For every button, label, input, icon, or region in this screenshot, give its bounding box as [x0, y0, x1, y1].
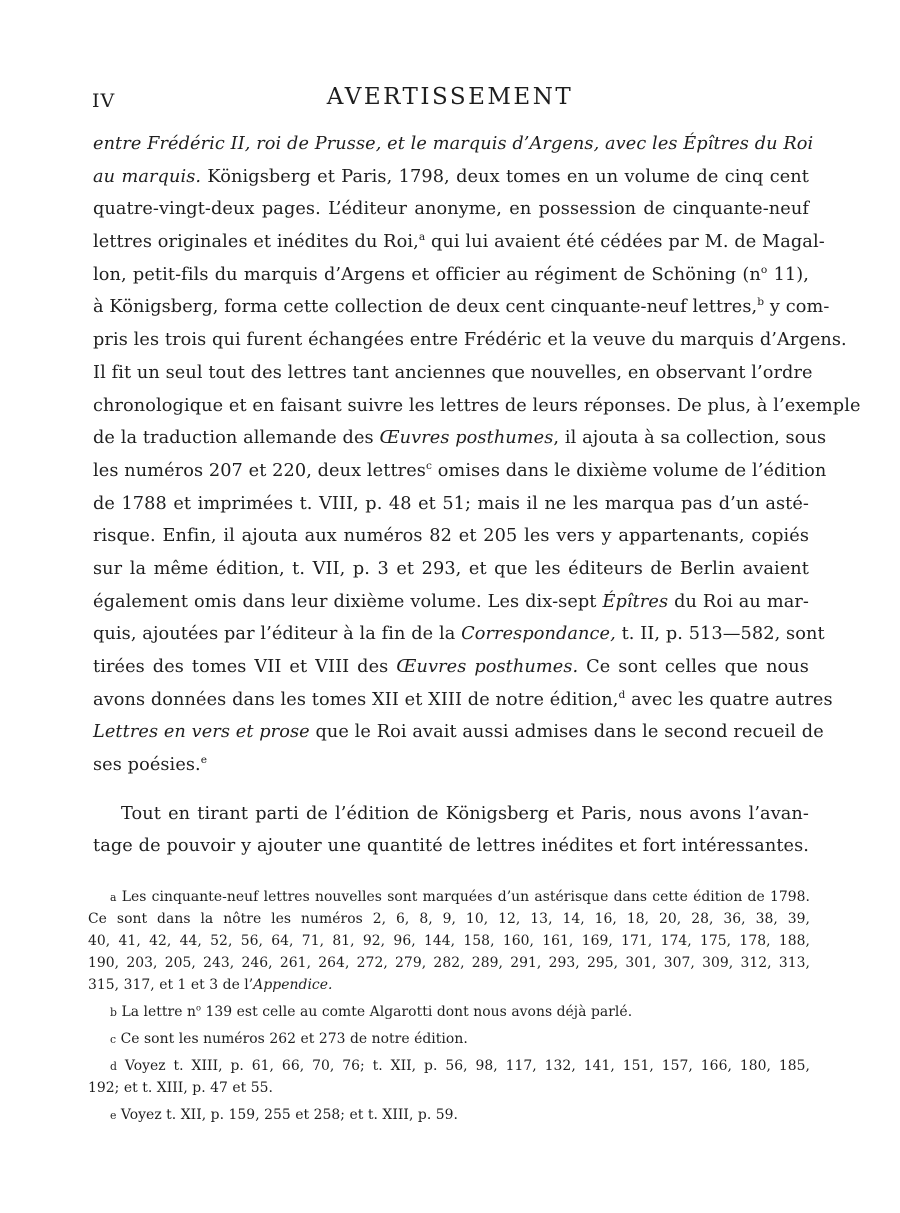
note-marker: o	[195, 1002, 202, 1013]
text-line	[93, 259, 809, 292]
text-run: t. II, p. 513—582, sont	[615, 624, 825, 645]
text-run: avec les quatre autres	[625, 689, 833, 710]
footnote-line	[88, 952, 810, 974]
text-line	[93, 291, 830, 324]
footnote-label: e	[110, 1109, 117, 1122]
text-run: qui lui avaient été cédées par M. de Magal-	[425, 232, 825, 253]
text-run: lon, petit-fils du marquis d’Argens et officier au régiment de Schöning (n	[93, 264, 761, 285]
text-run: risque. Enfin, il ajouta aux numéros 82 et 205 les vers y appartenants, copiés	[93, 526, 809, 547]
text-run: Ce sont dans la nôtre les numéros 2, 6, 8, 9, 10, 12, 13, 14, 16, 18, 20, 28, 36, 38, 39,	[88, 911, 810, 927]
text-run: , il ajouta à sa collection, sous	[553, 428, 827, 449]
text-run: tirées des tomes VII et VIII des	[93, 657, 397, 677]
page-number: IV	[92, 90, 116, 112]
text-line	[93, 193, 809, 226]
text-run: Königsberg et Paris, 1798, deux tomes en un volume de cinq cent	[201, 166, 809, 187]
footnote-label: a	[110, 891, 117, 904]
text-line	[93, 553, 809, 586]
text-run: sur la même édition, t. VII, p. 3 et 293, et que les éditeurs de Berlin avaient	[93, 558, 809, 579]
note-marker: d	[618, 687, 626, 701]
text-run: Ce sont celles que nous	[578, 657, 809, 677]
footnote-line	[88, 1001, 810, 1023]
text-line	[93, 716, 824, 749]
text-line	[93, 324, 847, 357]
paragraph-gap	[93, 782, 809, 798]
footnote-line	[88, 1077, 810, 1099]
text-run: quatre-vingt-deux pages. L’éditeur anonyme, en possession de cinquante-neuf	[93, 199, 809, 220]
text-run: omises dans le dixième volume de l’édition	[432, 460, 827, 481]
text-line	[93, 749, 809, 782]
text-run: Tout en tirant parti de l’édition de Königsberg et Paris, nous avons l’avan-	[121, 803, 809, 824]
text-run: Il fit un seul tout des lettres tant anciennes que nouvelles, en observant l’ordre	[93, 362, 813, 383]
text-run: 315, 317, et 1 et 3 de l’	[88, 977, 254, 993]
text-run: avons données dans les tomes XII et XIII de notre édition,	[93, 689, 619, 710]
text-run: Les cinquante-neuf lettres nouvelles sont marquées d’un astérisque dans cette édition de 1798.	[116, 889, 810, 905]
text-run: entre Frédéric II, roi de Prusse, et le marquis d’Argens, avec les Épîtres du Roi	[93, 134, 814, 154]
text-run: de 1788 et imprimées t. VIII, p. 48 et 51; mais il ne les marqua pas d’un asté-	[93, 493, 809, 514]
note-marker: e	[200, 753, 208, 767]
text-run: du Roi au mar-	[668, 591, 809, 612]
text-run: 139 est celle au comte Algarotti dont nous avons déjà parlé.	[201, 1004, 633, 1020]
text-run: que le Roi avait aussi admises dans le second recueil de	[309, 722, 824, 743]
text-run: 192; et t. XIII, p. 47 et 55.	[88, 1080, 273, 1096]
text-run: Voyez t. XII, p. 159, 255 et 258; et t. XIII, p. 59.	[116, 1107, 459, 1123]
text-line	[93, 161, 809, 194]
text-line	[93, 586, 809, 619]
footnote-label: d	[110, 1060, 117, 1073]
text-line	[93, 128, 814, 161]
text-run: 190, 203, 205, 243, 246, 261, 264, 272, 279, 282, 289, 291, 293, 295, 301, 307, 309, 312, 313,	[88, 955, 810, 971]
text-run: pris les trois qui furent échangées entre Frédéric et la veuve du marquis d’Argens.	[93, 330, 847, 351]
text-run: Œuvres posthumes.	[396, 657, 579, 677]
text-run: Lettres en vers et prose	[93, 722, 310, 743]
text-run: de la traduction allemande des	[93, 428, 380, 449]
text-run: Ce sont les numéros 262 et 273 de notre édition.	[116, 1031, 468, 1047]
text-run: également omis dans leur dixième volume. Les dix-sept	[93, 591, 603, 612]
text-line	[93, 520, 809, 553]
text-run: tage de pouvoir y ajouter une quantité de lettres inédites et fort intéressantes.	[93, 836, 809, 857]
footnotes	[88, 886, 810, 1126]
text-line	[93, 390, 861, 423]
text-run: au marquis.	[93, 166, 202, 187]
text-run: à Königsberg, forma cette collection de deux cent cinquante-neuf lettres,	[93, 297, 758, 318]
text-line	[93, 830, 809, 863]
note-marker: a	[418, 230, 426, 244]
footnote-line	[88, 1104, 810, 1126]
main-text	[93, 128, 861, 863]
note-marker: o	[760, 262, 768, 276]
text-run: ses poésies.	[93, 755, 201, 776]
text-line	[93, 798, 809, 831]
text-run: Épîtres	[602, 591, 669, 612]
text-line	[93, 618, 825, 651]
footnote-line	[88, 974, 810, 996]
footnote-line	[88, 908, 810, 930]
footnote-line	[88, 930, 810, 952]
text-line	[93, 357, 813, 390]
note-marker: b	[757, 295, 765, 309]
text-run: chronologique et en faisant suivre les lettres de leurs réponses. De plus, à l’exemple	[93, 395, 861, 416]
footnote-label: b	[110, 1006, 117, 1019]
running-header	[92, 84, 808, 118]
text-run: lettres originales et inédites du Roi,	[93, 232, 419, 253]
text-line	[93, 226, 825, 259]
text-line	[93, 684, 833, 717]
text-line	[93, 455, 827, 488]
footnote-line	[88, 1055, 810, 1077]
footnote-line	[88, 886, 810, 908]
text-run: Appendice.	[253, 977, 333, 993]
text-run: Voyez t. XIII, p. 61, 66, 70, 76; t. XII, p. 56, 98, 117, 132, 141, 151, 157, 166, 180, 185,	[116, 1058, 810, 1074]
text-run: Correspondance,	[461, 624, 616, 645]
note-marker: c	[425, 458, 432, 472]
text-line	[93, 422, 827, 455]
text-run: Œuvres posthumes	[379, 428, 554, 449]
footnote-label: c	[110, 1033, 117, 1046]
text-line	[93, 488, 809, 521]
text-run: les numéros 207 et 220, deux lettres	[93, 460, 426, 481]
text-run: La lettre n	[116, 1004, 196, 1020]
text-run: 11),	[767, 264, 810, 285]
text-run: y com-	[764, 297, 830, 318]
running-title: AVERTISSEMENT	[326, 84, 574, 110]
footnote-line	[88, 1028, 810, 1050]
text-run: 40, 41, 42, 44, 52, 56, 64, 71, 81, 92, 96, 144, 158, 160, 161, 169, 171, 174, 175, 178, 188,	[88, 933, 810, 949]
text-run: quis, ajoutées par l’éditeur à la fin de la	[93, 624, 462, 645]
text-line	[93, 651, 809, 684]
